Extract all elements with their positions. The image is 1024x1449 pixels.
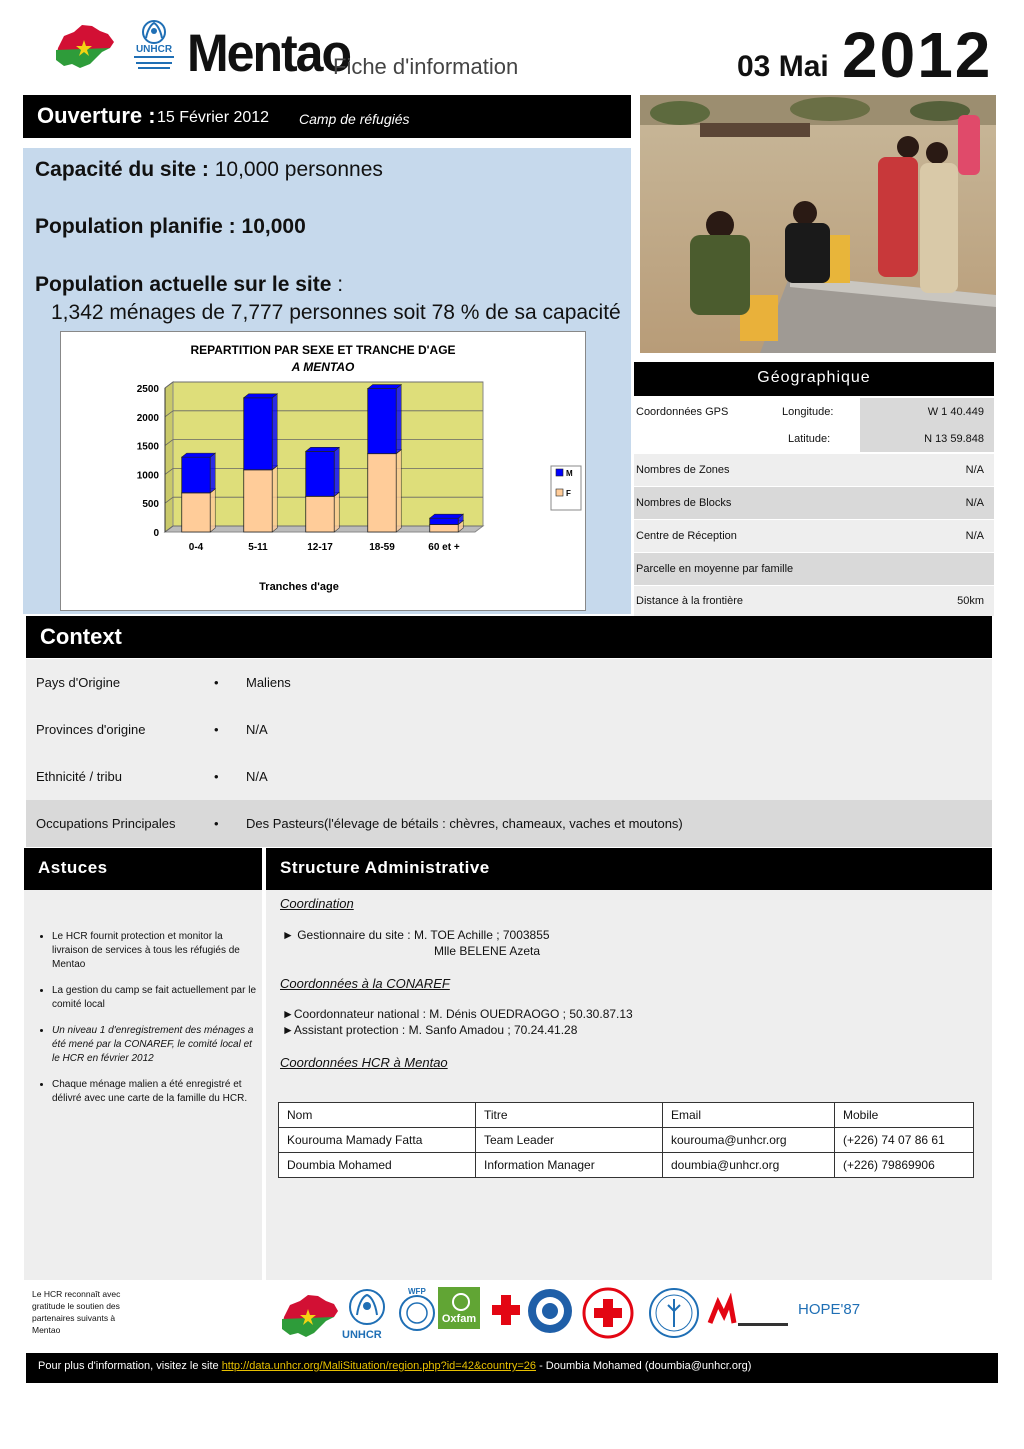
chart-bar-side bbox=[396, 385, 401, 454]
chart-bar-m bbox=[430, 518, 459, 524]
x-axis-label: Tranches d'age bbox=[259, 581, 339, 593]
table-cell: (+226) 79869906 bbox=[835, 1153, 974, 1178]
contact-table bbox=[278, 1102, 974, 1178]
context-row-label: Pays d'Origine bbox=[36, 675, 121, 690]
chart-bar-side bbox=[272, 466, 277, 532]
footer-bar bbox=[26, 1353, 998, 1383]
chart-bar-m bbox=[244, 398, 273, 470]
tips-header bbox=[24, 848, 262, 890]
chart-subtitle: A MENTAO bbox=[291, 360, 355, 374]
legend-label: M bbox=[566, 469, 573, 478]
unhcr-logo-icon bbox=[344, 1287, 390, 1333]
current-population-value: 1,342 ménages de 7,777 personnes soit 78 % de sa capacité bbox=[51, 301, 621, 324]
structure-title: Structure Administrative bbox=[280, 858, 490, 877]
data-portal-link[interactable]: http://data.unhcr.org/MaliSituation/region.php?id=42&country=26 bbox=[221, 1360, 537, 1372]
table-cell: Kourouma Mamady Fatta bbox=[279, 1128, 476, 1153]
fao-logo-icon bbox=[648, 1287, 700, 1339]
context-row-label: Ethnicité / tribu bbox=[36, 769, 122, 784]
geo-row-label: Nombres de Blocks bbox=[636, 497, 732, 509]
conaref-line: ►Coordonnateur national : M. Dénis OUEDRAOGO ; 50.30.87.13 bbox=[282, 1007, 633, 1021]
table-cell: (+226) 74 07 86 61 bbox=[835, 1128, 974, 1153]
conaref-line: ►Assistant protection : M. Sanfo Amadou ; 70.24.41.28 bbox=[282, 1023, 578, 1037]
geo-row-label: Distance à la frontière bbox=[636, 595, 743, 607]
chart-bar-f bbox=[244, 470, 273, 532]
planned-population-label: Population planifie : bbox=[35, 215, 236, 238]
latitude-value: N 13 59.848 bbox=[924, 433, 984, 445]
context-title: Context bbox=[40, 624, 122, 649]
tip-item: • Le HCR fournit protection et monitor la livraison de services à tous les réfugiés de Mentao bbox=[52, 930, 262, 972]
context-row-bullet: • bbox=[214, 769, 219, 784]
planned-population-value: 10,000 bbox=[241, 215, 306, 238]
table-header-row bbox=[279, 1103, 974, 1128]
chart-bar-f bbox=[306, 496, 335, 532]
structure-header bbox=[266, 848, 992, 890]
geo-row-value: N/A bbox=[965, 530, 984, 542]
chart-bar-top bbox=[244, 394, 278, 398]
opening-bar bbox=[23, 95, 631, 138]
email-link[interactable]: doumbia@unhcr.org bbox=[663, 1153, 835, 1178]
ministry-seal-icon bbox=[526, 1287, 574, 1335]
table-cell: Team Leader bbox=[476, 1128, 663, 1153]
refugee-site-photo bbox=[640, 95, 996, 353]
geo-row bbox=[634, 454, 994, 486]
context-row bbox=[26, 659, 992, 706]
chart-bar-top bbox=[182, 453, 216, 457]
oxfam-logo-label: Oxfam bbox=[441, 1313, 477, 1325]
column-header: Nom bbox=[279, 1103, 476, 1128]
current-population-label: Population actuelle sur le site bbox=[35, 273, 332, 296]
y-tick-label: 2000 bbox=[136, 412, 159, 424]
geo-row-label: Nombres de Zones bbox=[636, 464, 730, 476]
page-title: Mentao bbox=[187, 23, 350, 83]
chart-bar-top bbox=[430, 514, 464, 518]
context-row bbox=[26, 800, 992, 847]
y-tick-label: 1000 bbox=[136, 470, 159, 482]
chart-bar-top bbox=[306, 447, 340, 451]
longitude-label: Longitude: bbox=[782, 406, 834, 418]
site-type: Camp de réfugiés bbox=[299, 111, 410, 127]
chart-bar-side bbox=[396, 450, 401, 532]
tip-item: • La gestion du camp se fait actuellement par le comité local bbox=[52, 984, 262, 1012]
context-header bbox=[26, 616, 992, 658]
structure-panel bbox=[266, 890, 992, 1280]
oxfam-logo-icon bbox=[438, 1287, 480, 1329]
geo-row bbox=[634, 586, 994, 616]
partners-thanks-text: Le HCR reconnaît avec gratitude le soutien des partenaires suivants à Mentao bbox=[32, 1289, 121, 1335]
table-cell: Doumbia Mohamed bbox=[279, 1153, 476, 1178]
chart-bar-side bbox=[210, 453, 215, 493]
y-tick-label: 500 bbox=[142, 499, 159, 511]
geo-row bbox=[634, 520, 994, 552]
unhcr-logo-text: UNHCR bbox=[135, 44, 173, 55]
burkina-flag-map-icon bbox=[50, 22, 118, 70]
coordination-line: Mlle BELENE Azeta bbox=[434, 944, 541, 958]
table-row bbox=[279, 1153, 974, 1178]
hcr-heading: Coordonnées HCR à Mentao bbox=[280, 1055, 448, 1070]
chart-bar-m bbox=[182, 457, 211, 493]
unhcr-logo-label: UNHCR bbox=[342, 1329, 382, 1341]
tips-list bbox=[38, 930, 262, 1118]
context-row-bullet: • bbox=[214, 722, 219, 737]
tip-item: • Un niveau 1 d'enregistrement des ménages a été mené par la CONAREF, le comité local et le HCR en février 2012 bbox=[52, 1024, 262, 1066]
x-tick-label: 5-11 bbox=[248, 542, 268, 553]
y-tick-label: 0 bbox=[153, 528, 159, 539]
table-cell: Information Manager bbox=[476, 1153, 663, 1178]
chart-bar-m bbox=[306, 451, 335, 496]
latitude-label: Latitude: bbox=[788, 433, 831, 445]
chart-bar-m bbox=[368, 389, 397, 454]
current-population-colon: : bbox=[337, 273, 344, 296]
chart-title: REPARTITION PAR SEXE ET TRANCHE D'AGE bbox=[190, 343, 456, 357]
longitude-value: W 1 40.449 bbox=[927, 406, 984, 418]
x-tick-label: 60 et + bbox=[428, 542, 460, 553]
burkina-flag-map-icon bbox=[278, 1293, 340, 1339]
x-tick-label: 18-59 bbox=[369, 542, 395, 553]
msf-logo-icon bbox=[704, 1293, 794, 1333]
coordination-line: ► Gestionnaire du site : M. TOE Achille ; 7003855 bbox=[282, 928, 550, 942]
more-info-text: Pour plus d'information, visitez le site bbox=[38, 1360, 219, 1372]
opening-label: Ouverture : bbox=[37, 103, 156, 128]
email-link[interactable]: kourouma@unhcr.org bbox=[663, 1128, 835, 1153]
context-row-value: Maliens bbox=[246, 675, 291, 690]
age-sex-chart bbox=[60, 331, 586, 611]
geography-header bbox=[634, 362, 994, 396]
geo-row-label: Centre de Réception bbox=[636, 530, 737, 542]
unhcr-logo-icon bbox=[130, 18, 178, 74]
geo-row-label: Parcelle en moyenne par famille bbox=[636, 563, 794, 575]
wfp-logo-label: WFP bbox=[408, 1287, 426, 1296]
capacity-label: Capacité du site : bbox=[35, 158, 209, 181]
chart-plot-side bbox=[165, 382, 173, 532]
tips-title: Astuces bbox=[38, 858, 108, 877]
context-row-bullet: • bbox=[214, 675, 219, 690]
partner-logos bbox=[278, 1285, 878, 1345]
chart-bar-side bbox=[334, 447, 339, 496]
geo-gps-longitude-row bbox=[634, 398, 994, 426]
column-header: Titre bbox=[476, 1103, 663, 1128]
gps-label: Coordonnées GPS bbox=[636, 406, 729, 418]
context-row bbox=[26, 706, 992, 753]
tips-panel bbox=[24, 890, 262, 1280]
geo-row-value: N/A bbox=[965, 464, 984, 476]
coordination-heading: Coordination bbox=[280, 896, 354, 911]
geo-row bbox=[634, 553, 994, 585]
age-sex-chart-svg bbox=[61, 332, 585, 610]
chart-bar-f bbox=[368, 454, 397, 532]
context-row-value: N/A bbox=[246, 769, 268, 784]
legend-swatch-m bbox=[556, 469, 563, 476]
chart-bar-f bbox=[430, 525, 459, 532]
chart-bar-top bbox=[368, 385, 402, 389]
opening-date: 15 Février 2012 bbox=[157, 109, 270, 126]
red-cross-icon bbox=[488, 1291, 524, 1331]
capacity-value: 10,000 personnes bbox=[214, 158, 383, 181]
chart-bar-side bbox=[334, 492, 339, 532]
table-row bbox=[279, 1128, 974, 1153]
context-row-label: Occupations Principales bbox=[36, 816, 176, 831]
tip-item: • Chaque ménage malien a été enregistré et délivré avec une carte de la famille du HCR. bbox=[52, 1078, 262, 1106]
page-subtitle: Fiche d'information bbox=[333, 54, 519, 79]
footer-contact: - Doumbia Mohamed (doumbia@unhcr.org) bbox=[539, 1360, 752, 1372]
geography-title: Géographique bbox=[757, 369, 871, 386]
geo-row bbox=[634, 487, 994, 519]
context-row-label: Provinces d'origine bbox=[36, 722, 146, 737]
legend-swatch-f bbox=[556, 489, 563, 496]
geo-row-value: 50km bbox=[957, 595, 984, 607]
legend-label: F bbox=[566, 489, 571, 498]
y-tick-label: 2500 bbox=[136, 384, 159, 395]
context-row-value: Des Pasteurs(l'élevage de bétails : chèvres, chameaux, vaches et moutons) bbox=[246, 816, 683, 831]
chart-bar-side bbox=[272, 394, 277, 470]
report-date-day: 03 Mai bbox=[737, 50, 829, 83]
chart-bar-f bbox=[182, 493, 211, 532]
column-header: Mobile bbox=[835, 1103, 974, 1128]
conaref-heading: Coordonnées à la CONAREF bbox=[280, 976, 450, 991]
column-header: Email bbox=[663, 1103, 835, 1128]
x-tick-label: 0-4 bbox=[188, 542, 204, 553]
chart-bar-side bbox=[210, 489, 215, 532]
hope87-logo: HOPE'87 bbox=[798, 1301, 861, 1318]
red-cross-society-icon bbox=[582, 1287, 634, 1339]
geo-gps-latitude-row bbox=[634, 426, 994, 452]
context-row bbox=[26, 753, 992, 800]
x-tick-label: 12-17 bbox=[307, 542, 333, 553]
context-row-value: N/A bbox=[246, 722, 268, 737]
y-tick-label: 1500 bbox=[136, 441, 159, 453]
report-date-year: 2012 bbox=[842, 19, 993, 91]
context-row-bullet: • bbox=[214, 816, 219, 831]
geo-row-value: N/A bbox=[965, 497, 984, 509]
